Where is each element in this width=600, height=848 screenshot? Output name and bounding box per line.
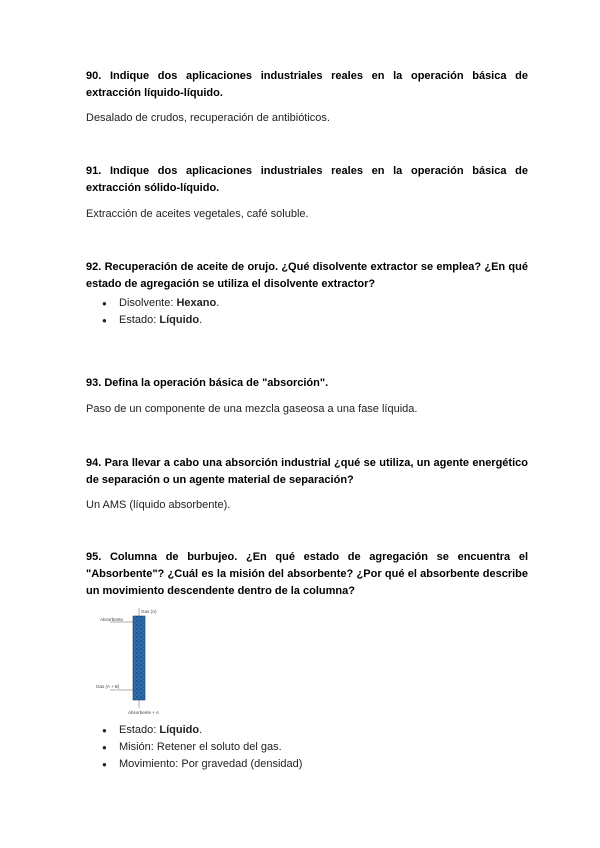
list-item: ● Misión: Retener el soluto del gas. (86, 739, 302, 756)
question-91: 91. Indique dos aplicaciones industriales reales en la operación básica de extracción sólido-líquido. (86, 165, 528, 194)
answer-92-list (86, 295, 219, 329)
gas-out-label: Gas (A) (141, 609, 157, 614)
column-body (133, 616, 145, 700)
question-95: 95. Columna de burbujeo. ¿En qué estado de agregación se encuentra el "Absorbente"? ¿Cuál es la misión del absorbente? ¿Por qué el absorbente describe un movimiento descendente dentro de la columna? (86, 551, 528, 597)
question-90: 90. Indique dos aplicaciones industriales reales en la operación básica de extracción líquido-líquido. (86, 70, 528, 99)
question-92: 92. Recuperación de aceite de orujo. ¿Qué disolvente extractor se emplea? ¿En qué estado de agregación se utiliza el disolvente extractor? (86, 261, 528, 290)
answer-94: Un AMS (líquido absorbente). (86, 499, 231, 511)
bubble-column-diagram (96, 608, 176, 718)
answer-90: Desalado de crudos, recuperación de antibióticos. (86, 112, 330, 124)
question-93: 93. Defina la operación básica de "absorción". (86, 377, 329, 389)
answer-93: Paso de un componente de una mezcla gaseosa a una fase líquida. (86, 403, 418, 415)
absorbent-in-label: Absorbente (100, 617, 124, 622)
list-item: ● Estado: Líquido. (86, 722, 302, 739)
list-item: ● Disolvente: Hexano. (86, 295, 219, 312)
answer-91: Extracción de aceites vegetales, café soluble. (86, 208, 309, 220)
list-item: ● Movimiento: Por gravedad (densidad) (86, 756, 302, 773)
question-94: 94. Para llevar a cabo una absorción industrial ¿qué se utiliza, un agente energético de separación o un agente material de separación? (86, 457, 528, 486)
list-item: ● Estado: Líquido. (86, 312, 219, 329)
absorbent-out-label: Absorbente + A (128, 710, 159, 715)
gas-in-label: Gas (A + B) (96, 684, 120, 689)
answer-95-list (86, 722, 302, 773)
